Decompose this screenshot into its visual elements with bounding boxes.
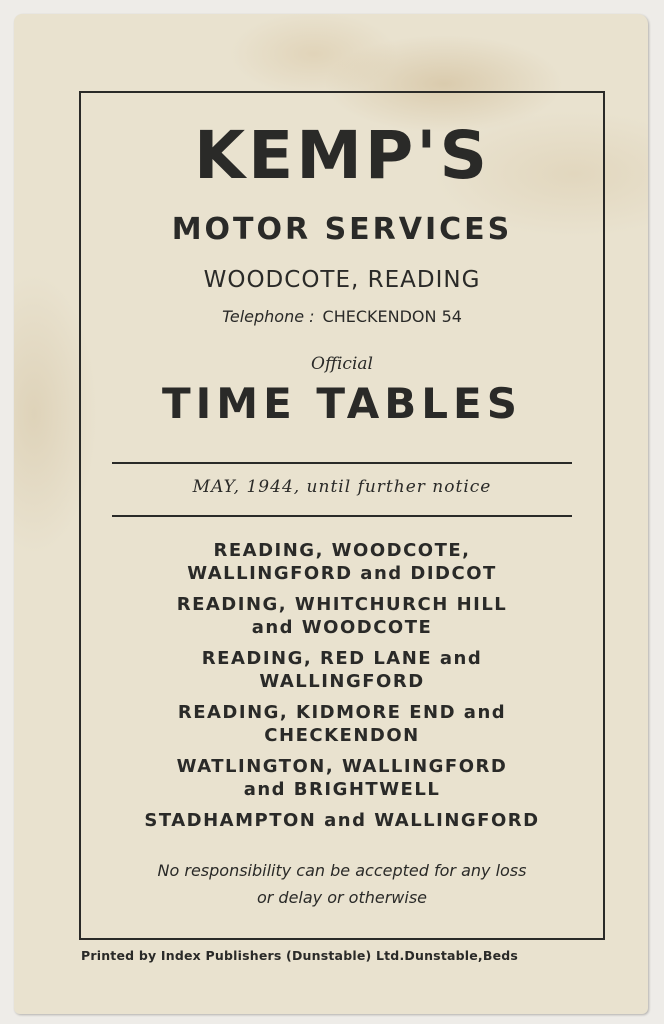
company-subtitle: MOTOR SERVICES [171,212,513,247]
cover-border [79,91,605,940]
disclaimer-line: or delay or otherwise [256,888,428,907]
divider-top [112,462,572,464]
route-line: READING, WHITCHURCH HILL [176,594,508,615]
route-line: WALLINGFORD [259,671,425,692]
route-item [81,593,603,639]
telephone-line [81,309,603,325]
printer-credit: Printed by Index Publishers (Dunstable) Ltd.Dunstable,Beds [81,948,519,963]
route-line: STADHAMPTON and WALLINGFORD [144,810,540,831]
official-label: Official [311,354,373,374]
route-line: CHECKENDON [264,725,420,746]
route-item [81,809,603,832]
route-line: READING, RED LANE and [201,648,483,669]
timetables-heading: TIME TABLES [162,379,522,428]
company-location: WOODCOTE, READING [203,267,481,293]
route-line: and BRIGHTWELL [243,779,441,800]
route-item [81,539,603,585]
telephone-value: CHECKENDON 54 [322,307,462,326]
route-item [81,647,603,693]
route-line: WALLINGFORD and DIDCOT [187,563,497,584]
route-item [81,701,603,747]
route-line: READING, KIDMORE END and [177,702,507,723]
route-line: WATLINGTON, WALLINGFORD [176,756,508,777]
validity-date: MAY, 1944, until further notice [192,477,492,497]
disclaimer-line: No responsibility can be accepted for any loss [157,861,527,880]
route-item [81,755,603,801]
route-list [81,539,603,840]
company-name: KEMP'S [193,117,491,194]
timetable-cover [14,14,648,1014]
route-line: READING, WOODCOTE, [213,540,471,561]
route-line: and WOODCOTE [251,617,433,638]
divider-bottom [112,515,572,517]
disclaimer [81,857,603,911]
telephone-label: Telephone : [222,307,315,326]
